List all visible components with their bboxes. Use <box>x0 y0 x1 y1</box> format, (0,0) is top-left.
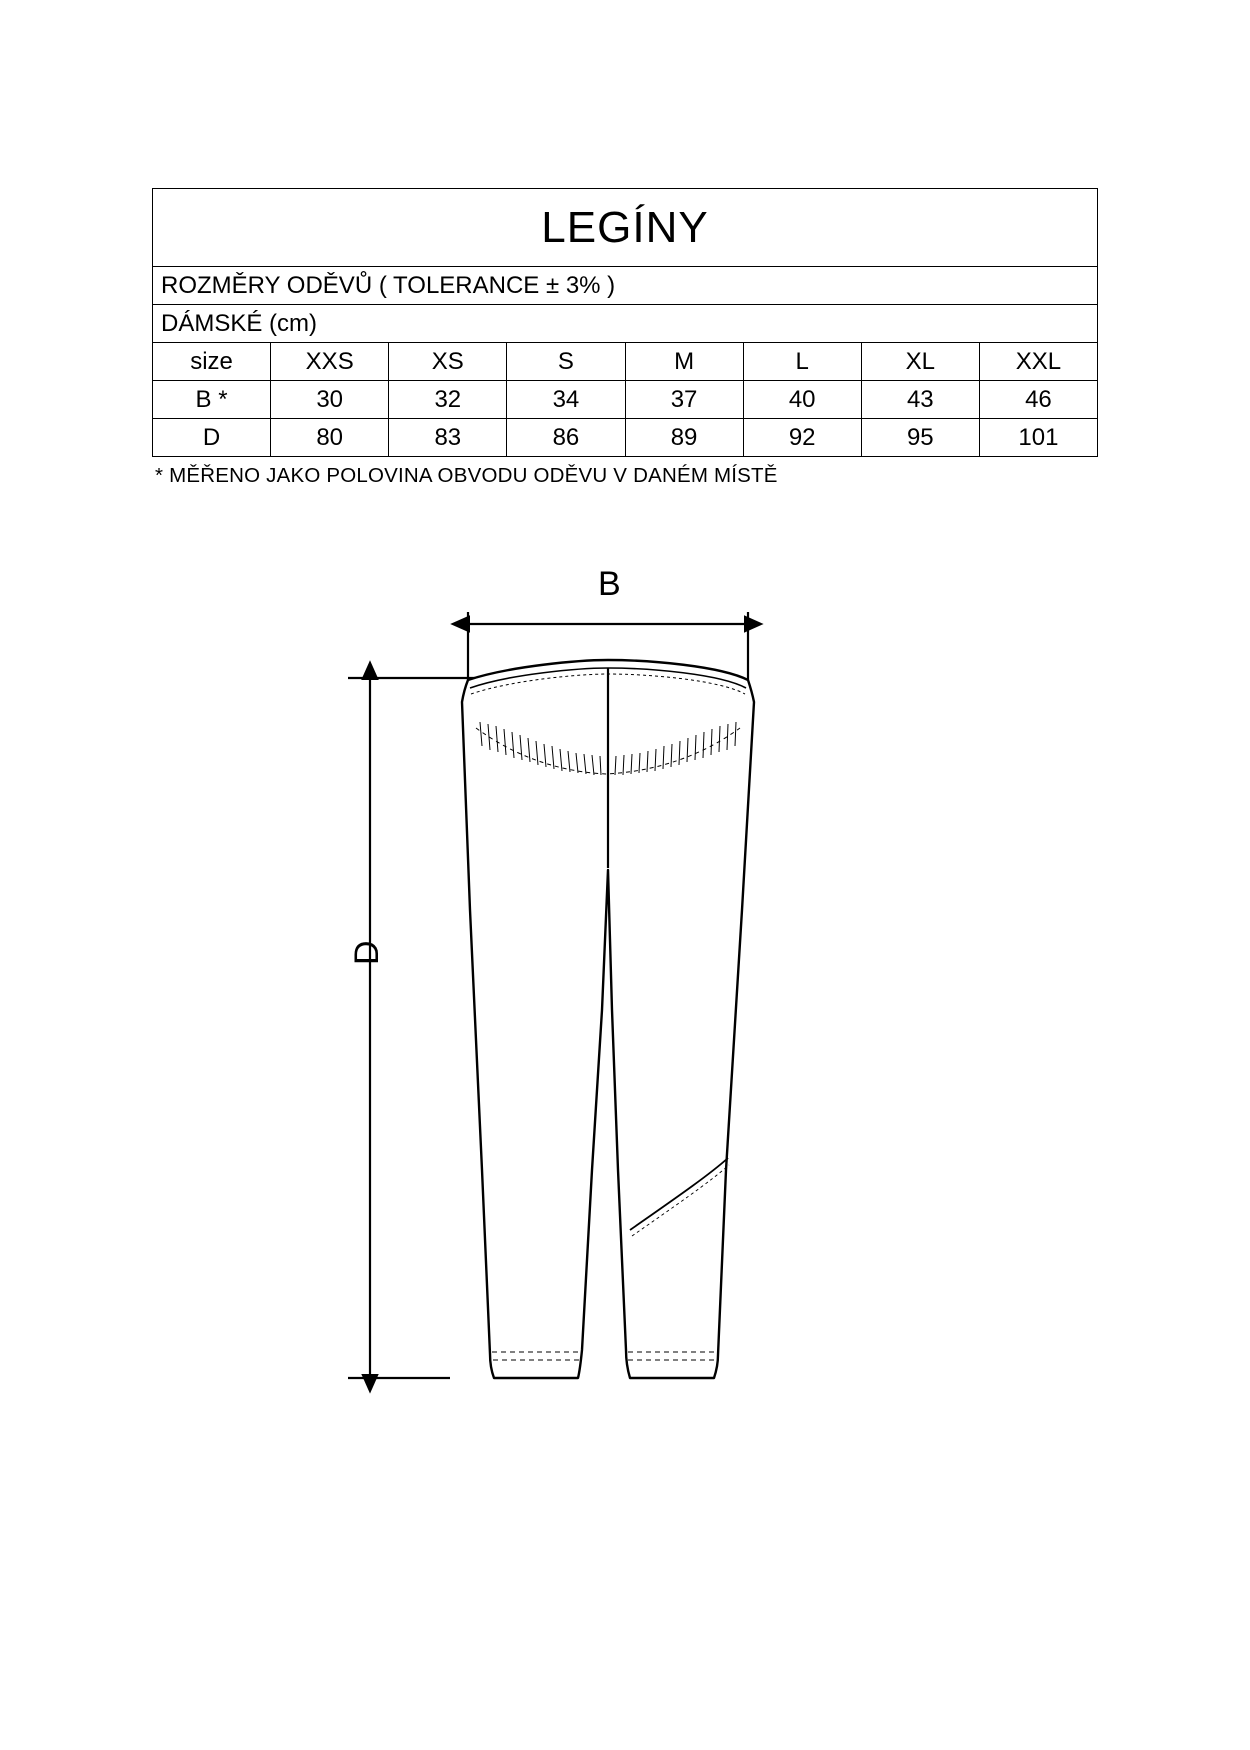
column-header-xxs: XXS <box>271 343 389 381</box>
cell-b-s: 34 <box>507 381 625 419</box>
table-row-header <box>153 343 1098 381</box>
table-row-tolerance <box>153 267 1098 305</box>
footnote-text: * MĚŘENO JAKO POLOVINA OBVODU ODĚVU V DANÉM MÍSTĚ <box>155 464 778 487</box>
page-title: LEGÍNY <box>153 189 1098 267</box>
cell-b-xl: 43 <box>861 381 979 419</box>
table-row-title <box>153 189 1098 267</box>
table-row-category <box>153 305 1098 343</box>
cell-d-xs: 83 <box>389 419 507 457</box>
cell-b-l: 40 <box>743 381 861 419</box>
cell-d-m: 89 <box>625 419 743 457</box>
column-header-l: L <box>743 343 861 381</box>
cell-b-xs: 32 <box>389 381 507 419</box>
column-header-xxl: XXL <box>979 343 1097 381</box>
dimension-label-d: D <box>348 940 386 965</box>
row-label-b: B * <box>153 381 271 419</box>
cell-d-xl: 95 <box>861 419 979 457</box>
cell-b-xxs: 30 <box>271 381 389 419</box>
table-row <box>153 419 1098 457</box>
cell-d-xxl: 101 <box>979 419 1097 457</box>
garment-illustration <box>330 610 1120 1440</box>
measurements-table <box>152 188 1098 457</box>
column-header-xl: XL <box>861 343 979 381</box>
column-header-xs: XS <box>389 343 507 381</box>
cell-d-s: 86 <box>507 419 625 457</box>
column-header-s: S <box>507 343 625 381</box>
cell-b-xxl: 46 <box>979 381 1097 419</box>
cell-d-xxs: 80 <box>271 419 389 457</box>
leggings-technical-drawing <box>330 610 930 1440</box>
cell-d-l: 92 <box>743 419 861 457</box>
category-text: DÁMSKÉ (cm) <box>153 305 1098 343</box>
cell-b-m: 37 <box>625 381 743 419</box>
column-header-size: size <box>153 343 271 381</box>
dimension-label-b: B <box>598 565 621 603</box>
size-chart-table <box>152 188 1098 457</box>
table-row <box>153 381 1098 419</box>
column-header-m: M <box>625 343 743 381</box>
row-label-d: D <box>153 419 271 457</box>
tolerance-text: ROZMĚRY ODĚVŮ ( TOLERANCE ± 3% ) <box>153 267 1098 305</box>
dimension-arrow-d <box>348 678 478 1378</box>
